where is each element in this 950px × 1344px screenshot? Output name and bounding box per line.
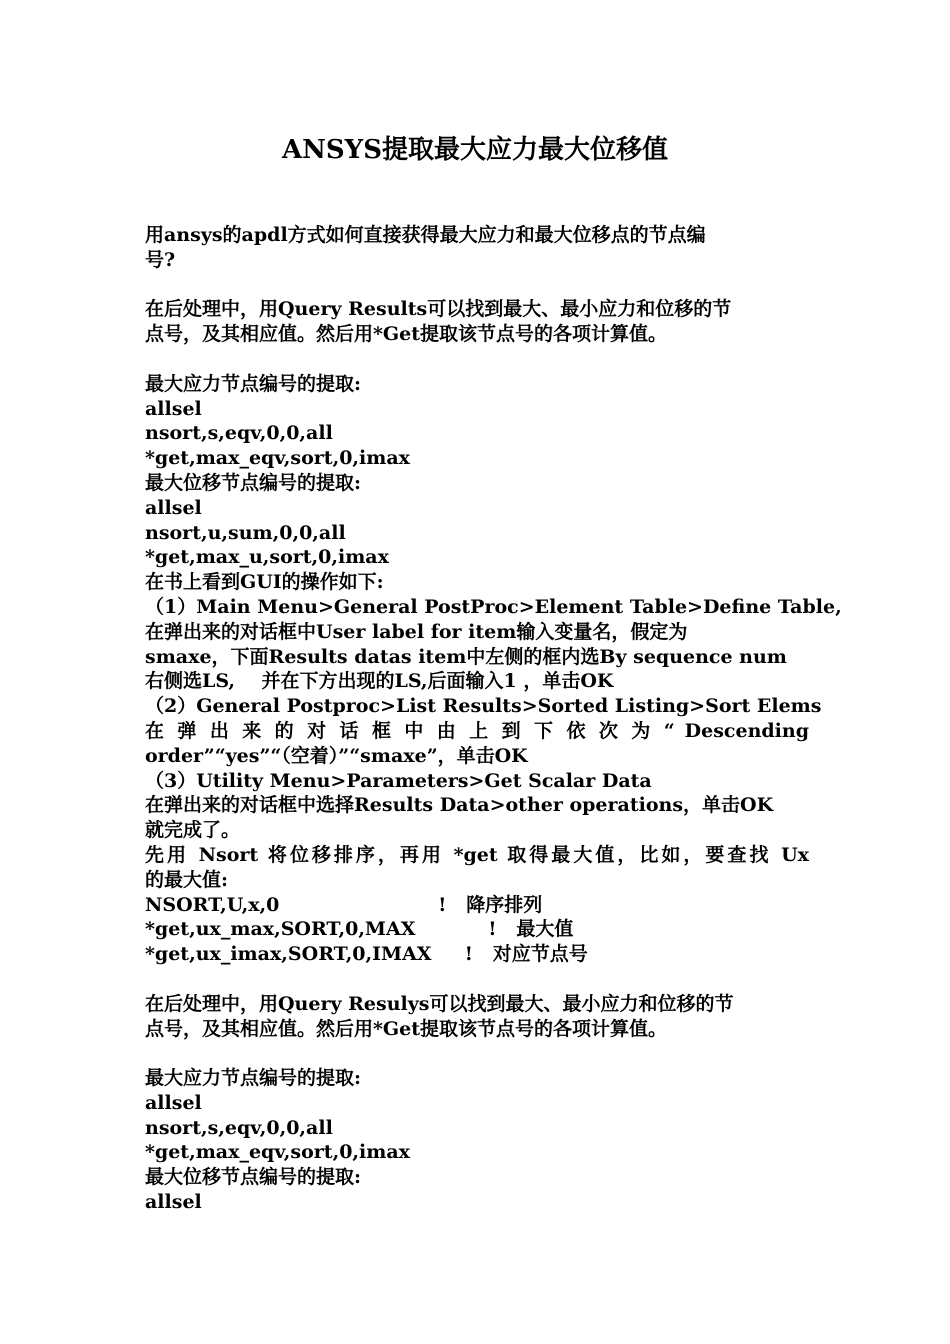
text-line: 在书上看到GUI的操作如下:: [145, 571, 384, 594]
text-line: *get,max_eqv,sort,0,imax: [145, 1141, 410, 1164]
text-line: allsel: [145, 1091, 202, 1114]
text-line: allsel: [145, 496, 202, 519]
document-body: [145, 223, 842, 1215]
text-line: 先用 Nsort 将位移排序，再用 *get 取得最大值，比如，要查找 Ux: [145, 843, 809, 866]
text-line: 最大应力节点编号的提取:: [145, 372, 362, 395]
text-line: 点号，及其相应值。然后用*Get提取该节点号的各项计算值。: [145, 1017, 668, 1040]
text-line: *get,max_eqv,sort,0,imax: [145, 447, 410, 470]
text-line: 最大位移节点编号的提取:: [145, 1166, 362, 1189]
text-line: 最大位移节点编号的提取:: [145, 471, 362, 494]
text-line: 在弹出来的对话框中User label for item输入变量名，假定为: [145, 620, 688, 643]
text-line: allsel: [145, 397, 202, 420]
text-line: 在后处理中，用Query Resulys可以找到最大、最小应力和位移的节: [145, 992, 734, 1015]
text-line: （1）Main Menu>General PostProc>Element Table>Define Table,: [145, 595, 842, 618]
text-line: 就完成了。: [145, 819, 241, 842]
text-line: （3）Utility Menu>Parameters>Get Scalar Data: [145, 769, 652, 792]
text-line: 在后处理中，用Query Results可以找到最大、最小应力和位移的节: [145, 298, 732, 321]
text-line: 号?: [145, 248, 176, 271]
text-line: 的最大值:: [145, 868, 229, 891]
text-line: 点号，及其相应值。然后用*Get提取该节点号的各项计算值。: [145, 323, 668, 346]
text-line: *get,ux_max,SORT,0,MAX ! 最大值: [145, 918, 574, 941]
text-line: order”“yes”“（空着）”“smaxe”，单击OK: [145, 744, 528, 767]
text-line: allsel: [145, 1191, 202, 1214]
blank-line: [145, 347, 809, 372]
blank-line: [145, 967, 809, 992]
text-line: 用ansys的apdl方式如何直接获得最大应力和最大位移点的节点编: [145, 224, 706, 246]
blank-line: [145, 273, 809, 298]
blank-line: [145, 1041, 809, 1066]
text-line: 右侧选LS, 并在下方出现的LS,后面输入1 ，单击OK: [145, 670, 614, 693]
text-line: smaxe，下面Results datas item中左侧的框内选By sequence num: [145, 645, 787, 668]
text-line: 最大应力节点编号的提取:: [145, 1067, 362, 1090]
text-line: *get,max_u,sort,0,imax: [145, 546, 389, 569]
text-line: NSORT,U,x,0 ! 降序排列: [145, 893, 543, 916]
text-line: nsort,s,eqv,0,0,all: [145, 1116, 333, 1139]
text-line: *get,ux_imax,SORT,0,IMAX ! 对应节点号: [145, 943, 588, 966]
text-line: nsort,u,sum,0,0,all: [145, 521, 346, 544]
text-line: nsort,s,eqv,0,0,all: [145, 422, 333, 445]
document-title: ANSYS提取最大应力最大位移值: [281, 135, 669, 165]
text-line: （2）General Postproc>List Results>Sorted Listing>Sort Elems: [145, 695, 822, 718]
text-line: 在弹出来的对话框中选择Results Data>other operations，单击OK: [145, 794, 774, 817]
text-line: 在 弹 出 来 的 对 话 框 中 由 上 到 下 依 次 为 “ Descending: [145, 719, 809, 742]
